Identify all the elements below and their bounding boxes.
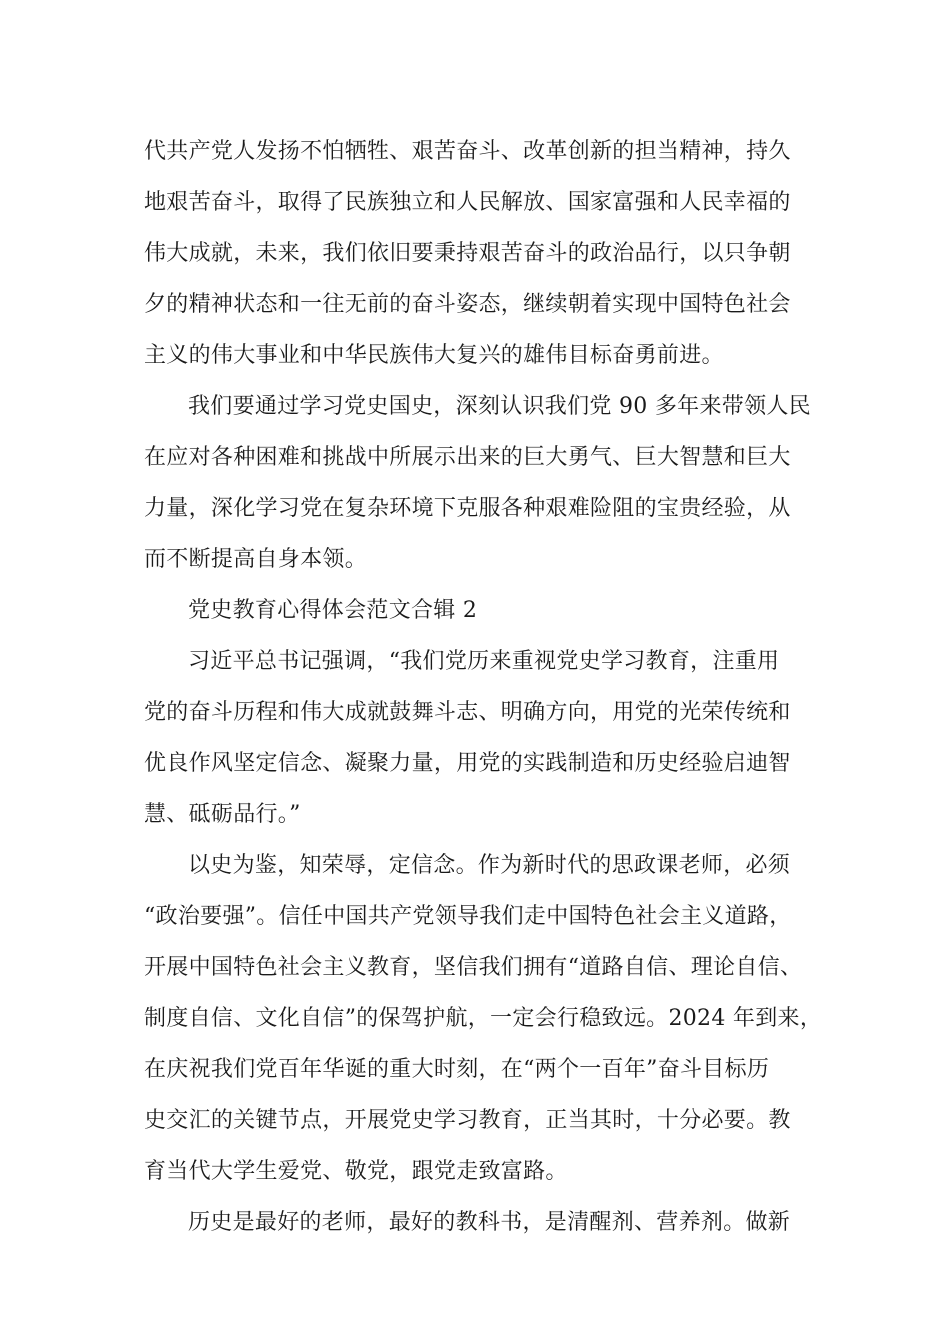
text-line: 在应对各种困难和挑战中所展示出来的巨大勇气、巨大智慧和巨大 bbox=[144, 445, 791, 470]
heading-text: 党史教育心得体会范文合辑 2 bbox=[188, 598, 478, 623]
text-line: 而不断提高自身本领。 bbox=[144, 547, 368, 572]
text-line: 在庆祝我们党百年华诞的重大时刻，在“两个一百年”奋斗目标历 bbox=[144, 1057, 770, 1082]
paragraph-3 bbox=[144, 636, 806, 840]
text-line: 习近平总书记强调，“我们党历来重视党史学习教育，注重用 bbox=[188, 649, 780, 674]
text-line: 我们要通过学习党史国史，深刻认识我们党 90 多年来带领人民 bbox=[188, 394, 811, 419]
text-line: 力量，深化学习党在复杂环境下克服各种艰难险阻的宝贵经验，从 bbox=[144, 496, 791, 521]
paragraph-2 bbox=[144, 381, 811, 585]
text-line: 开展中国特色社会主义教育，坚信我们拥有“道路自信、理论自信、 bbox=[144, 955, 803, 980]
text-line: 以史为鉴，知荣辱，定信念。作为新时代的思政课老师，必须 bbox=[188, 853, 791, 878]
paragraph-1 bbox=[144, 126, 806, 381]
text-line: 地艰苦奋斗，取得了民族独立和人民解放、国家富强和人民幸福的 bbox=[144, 190, 791, 215]
text-line: 代共产党人发扬不怕牺牲、艰苦奋斗、改革创新的担当精神，持久 bbox=[144, 139, 791, 164]
text-line: 史交汇的关键节点，开展党史学习教育，正当其时，十分必要。教 bbox=[144, 1108, 791, 1133]
text-line: 优良作风坚定信念、凝聚力量，用党的实践制造和历史经验启迪智 bbox=[144, 751, 791, 776]
document-body bbox=[144, 126, 823, 1248]
text-line: 慧、砥砺品行。” bbox=[144, 802, 301, 827]
section-heading bbox=[144, 585, 806, 636]
text-line: 主义的伟大事业和中华民族伟大复兴的雄伟目标奋勇前进。 bbox=[144, 343, 724, 368]
text-line: 夕的精神状态和一往无前的奋斗姿态，继续朝着实现中国特色社会 bbox=[144, 292, 791, 317]
text-line: “政治要强”。信任中国共产党领导我们走中国特色社会主义道路， bbox=[144, 904, 792, 929]
text-line: 育当代大学生爱党、敬党，跟党走致富路。 bbox=[144, 1159, 568, 1184]
paragraph-5 bbox=[144, 1197, 806, 1248]
paragraph-4 bbox=[144, 840, 823, 1197]
text-line: 历史是最好的老师，最好的教科书，是清醒剂、营养剂。做新 bbox=[188, 1210, 791, 1235]
text-line: 制度自信、文化自信”的保驾护航，一定会行稳致远。2024 年到来， bbox=[144, 1006, 823, 1031]
text-line: 伟大成就，未来，我们依旧要秉持艰苦奋斗的政治品行，以只争朝 bbox=[144, 241, 791, 266]
text-line: 党的奋斗历程和伟大成就鼓舞斗志、明确方向，用党的光荣传统和 bbox=[144, 700, 791, 725]
